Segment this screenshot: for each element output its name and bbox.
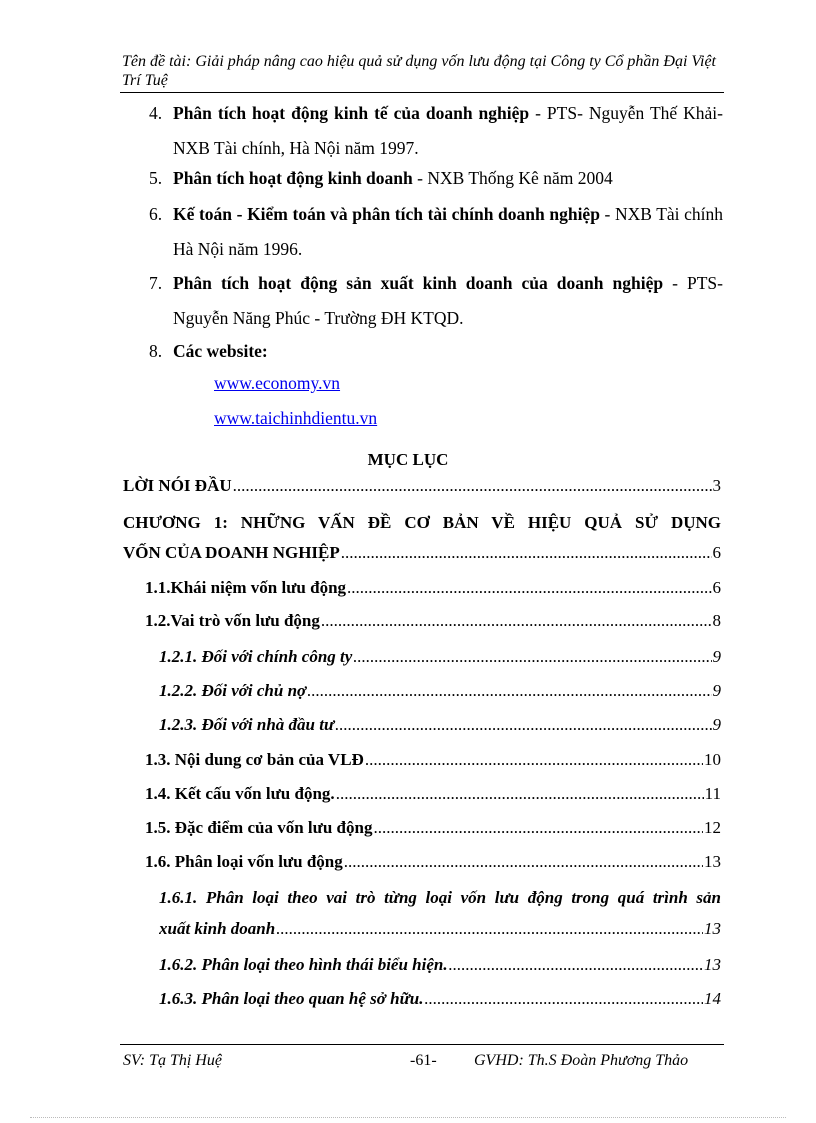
toc-entry[interactable] [123,476,721,496]
toc-entry[interactable] [145,852,721,872]
reference-title: Các website: [173,341,268,361]
toc-entry-page: 13 [704,919,721,938]
toc-entry[interactable] [159,681,721,701]
toc-leader [365,750,703,770]
reference-item [149,161,723,196]
toc-leader [424,989,703,1009]
page-header: Tên đề tài: Giải pháp nâng cao hiệu quả sử dụng vốn lưu động tại Công ty Cổ phần Đại Việt Trí Tuệ [122,53,716,89]
toc-entry[interactable] [123,543,721,563]
toc-leader [344,852,703,872]
toc-leader [233,476,712,496]
toc-entry-label: 1.2.2. Đối với chủ nợ [159,681,307,700]
toc-entry-label: xuất kinh doanh [159,919,276,938]
toc-entry[interactable] [159,989,721,1009]
toc-entry[interactable] [159,715,721,735]
toc-entry-page: 12 [704,818,721,837]
toc-entry-label: VỐN CỦA DOANH NGHIỆP [123,543,340,562]
reference-title: Phân tích hoạt động kinh doanh [173,168,413,188]
reference-number: 4. [149,103,163,123]
website-link-economy[interactable]: www.economy.vn [214,373,341,393]
reference-number: 7. [149,273,163,293]
toc-entry-label: 1.4. Kết cấu vốn lưu động. [145,784,335,803]
toc-leader [353,647,711,667]
reference-detail: - NXB Tài chính Hà Nội năm 1996. [173,204,723,259]
toc-entry[interactable] [145,611,721,631]
footer-page-number: -61- [410,1052,437,1069]
reference-item [149,197,723,267]
toc-entry-label: 1.2.1. Đối với chính công ty [159,647,353,666]
toc-entry-page: 6 [712,578,721,597]
toc-leader [307,681,711,701]
footer-student: SV: Tạ Thị Huệ [123,1052,222,1069]
page-bottom-border [30,1117,786,1118]
toc-leader [373,818,703,838]
toc-entry-page: 8 [712,611,721,630]
reference-detail: - PTS- Nguyễn Thế Khải- NXB Tài chính, Hà Nội năm 1997. [173,103,723,158]
toc-leader [336,784,704,804]
reference-item [149,266,723,336]
toc-entry-label: 1.6.3. Phân loại theo quan hệ sở hữu. [159,989,424,1008]
toc-entry-line1: 1.6.1. Phân loại theo vai trò từng loại vốn lưu động trong quá trình sản [159,888,721,907]
toc-entry[interactable] [145,750,721,770]
toc-leader [276,919,703,939]
toc-entry-page: 10 [704,750,721,769]
toc-leader [341,543,712,563]
toc-entry-page: 9 [712,647,721,666]
toc-leader [321,611,712,631]
toc-entry[interactable] [145,578,721,598]
toc-entry[interactable] [159,647,721,667]
reference-title: Phân tích hoạt động kinh tế của doanh nghiệp [173,103,530,123]
toc-entry-label: 1.2.3. Đối với nhà đầu tư [159,715,335,734]
toc-entry-label: LỜI NÓI ĐẦU [123,476,232,495]
toc-entry-page: 9 [712,715,721,734]
toc-entry-label: 1.6.2. Phân loại theo hình thái biểu hiện. [159,955,448,974]
toc-entry-page: 14 [704,989,721,1008]
reference-item [149,334,723,369]
toc-leader [449,955,703,975]
toc-leader [347,578,711,598]
toc-leader [335,715,711,735]
toc-entry-label: 1.5. Đặc điểm của vốn lưu động [145,818,373,837]
toc-entry[interactable] [145,818,721,838]
toc-entry-label: 1.1.Khái niệm vốn lưu động [145,578,347,597]
toc-entry[interactable] [159,919,721,939]
footer-advisor: GVHD: Th.S Đoàn Phương Thảo [474,1052,689,1069]
toc-entry-label: 1.2.Vai trò vốn lưu động [145,611,320,630]
reference-number: 6. [149,204,163,224]
toc-entry-page: 13 [704,852,721,871]
reference-detail: - NXB Thống Kê năm 2004 [412,168,613,188]
toc-entry[interactable] [159,955,721,975]
toc-entry-page: 3 [712,476,721,495]
toc-entry[interactable] [145,784,721,804]
reference-item [149,96,723,166]
footer-divider [120,1044,724,1045]
toc-entry-page: 13 [704,955,721,974]
reference-number: 5. [149,168,163,188]
reference-number: 8. [149,341,163,361]
header-divider [120,92,724,93]
website-link-taichinhdientu[interactable]: www.taichinhdientu.vn [214,408,378,428]
reference-title: Kế toán - Kiểm toán và phân tích tài chính doanh nghiệp [173,204,600,224]
toc-entry-page: 9 [712,681,721,700]
reference-detail: - PTS- Nguyễn Năng Phúc - Trường ĐH KTQD. [173,273,723,328]
toc-title: MỤC LỤC [367,450,449,469]
toc-entry-line1: CHƯƠNG 1: NHỮNG VẤN ĐỀ CƠ BẢN VỀ HIỆU QUẢ SỬ DỤNG [123,513,721,532]
toc-entry-label: 1.6. Phân loại vốn lưu động [145,852,343,871]
toc-entry-page: 6 [712,543,721,562]
toc-entry-label: 1.3. Nội dung cơ bản của VLĐ [145,750,364,769]
reference-title: Phân tích hoạt động sản xuất kinh doanh của doanh nghiệp [173,273,664,293]
toc-entry-page: 11 [704,784,721,803]
